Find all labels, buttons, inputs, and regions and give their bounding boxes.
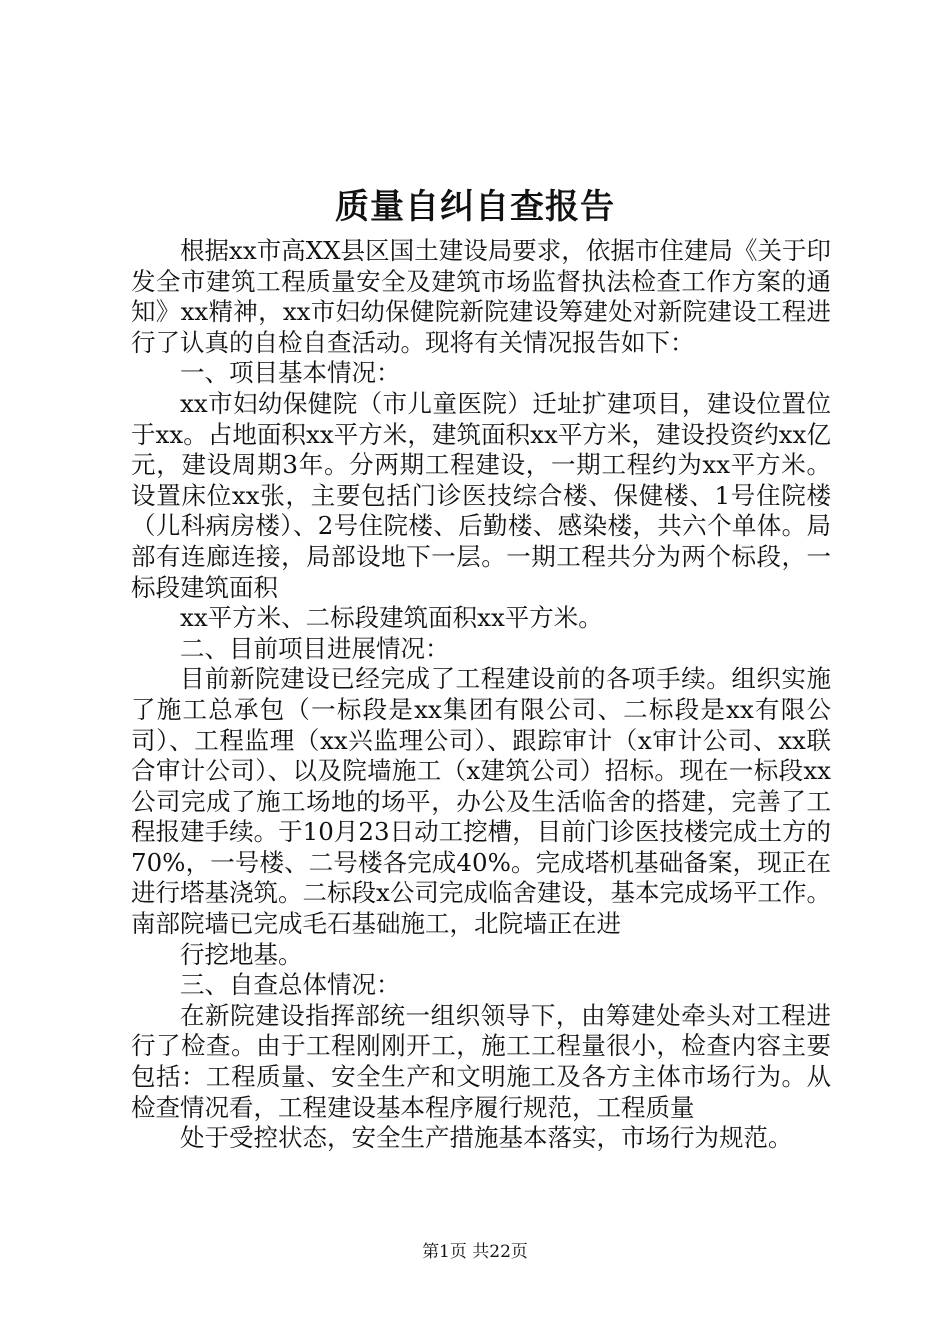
section-heading-2: 二、目前项目进展情况： (180, 633, 450, 663)
page-number-footer: 第1页 共22页 (422, 1242, 528, 1262)
document-title: 质量自纠自查报告 (335, 187, 615, 227)
intro-paragraph: 根据xx市高XX县区国土建设局要求，依据市住建局《关于印发全市建筑工程质量安全及建筑市场监督执法检查工作方案的通知》xx精神，xx市妇幼保健院新院建设筹建处对新院建设工程进行了认真的自检自查活动。现将有关情况报告如下： (131, 236, 831, 357)
progress-continuation: 行挖地基。 (180, 939, 303, 969)
section-heading-3: 三、自查总体情况： (180, 970, 401, 1000)
document-body (131, 236, 831, 1154)
project-info-paragraph: xx市妇幼保健院（市儿童医院）迁址扩建项目，建设位置位于xx。占地面积xx平方米，建筑面积xx平方米，建设投资约xx亿元，建设周期3年。分两期工程建设，一期工程约为xx平方米。设置床位xx张，主要包括门诊医技综合楼、保健楼、1号住院楼（儿科病房楼）、2号住院楼、后勤楼、感染楼，共六个单体。局部有连廊连接，局部设地下一层。一期工程共分为两个标段，一标段建筑面积 (131, 388, 831, 602)
section-heading-1: 一、项目基本情况： (180, 358, 401, 388)
project-info-continuation: xx平方米、二标段建筑面积xx平方米。 (180, 603, 603, 633)
self-check-continuation: 处于受控状态，安全生产措施基本落实，市场行为规范。 (180, 1123, 793, 1153)
progress-paragraph: 目前新院建设已经完成了工程建设前的各项手续。组织实施了施工总承包（一标段是xx集团有限公司、二标段是xx有限公司）、工程监理（xx兴监理公司）、跟踪审计（x审计公司、xx联合审计公司）、以及院墙施工（x建筑公司）招标。现在一标段xx公司完成了施工场地的场平，办公及生活临舍的搭建，完善了工程报建手续。于10月23日动工挖槽，目前门诊医技楼完成土方的70%，一号楼、二号楼各完成40%。完成塔机基础备案，现正在进行塔基浇筑。二标段x公司完成临舍建设，基本完成场平工作。南部院墙已完成毛石基础施工，北院墙正在进 (131, 664, 831, 939)
self-check-paragraph: 在新院建设指挥部统一组织领导下，由筹建处牵头对工程进行了检查。由于工程刚刚开工，施工工程量很小，检查内容主要包括：工程质量、安全生产和文明施工及各方主体市场行为。从检查情况看，工程建设基本程序履行规范，工程质量 (131, 1000, 831, 1122)
